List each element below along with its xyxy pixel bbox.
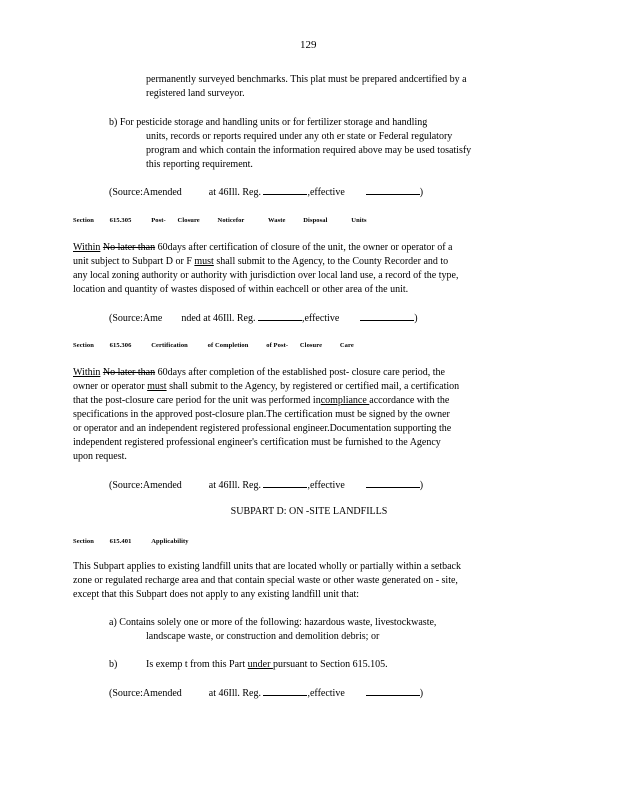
source-note: (Source:Amended at 46Ill. Reg. ,effective ) [109, 477, 423, 493]
deleted-text: No later than [102, 242, 156, 253]
paragraph-line: or operator and an independent registered professional engineer.Documentation supporting the [73, 423, 452, 434]
inserted-text: compliance [320, 395, 370, 406]
list-item-line: b) For pesticide storage and handling units or for fertilizer storage and handling [109, 117, 428, 128]
source-reg: at 46Ill. Reg. [208, 187, 261, 198]
blank-line [366, 685, 420, 696]
paragraph-line: This Subpart applies to existing landfill units that are located wholly or partially within a setback [73, 561, 461, 572]
paragraph-line: zone or regulated recharge area and that contain special waste or other waste generated on - site, [73, 575, 458, 586]
source-note: (Source:Ame nded at 46Ill. Reg. ,effective ) [109, 310, 418, 326]
blank-line [263, 477, 307, 488]
paragraph-line: that the post-closure care period for the unit was performed incompliance accordance with the [73, 395, 450, 406]
paragraph-line: unit subject to Subpart D or F must shall submit to the Agency, to the County Recorder and to [73, 256, 449, 267]
paragraph-line: Within No later than 60days after certification of closure of the unit, the owner or operator of a [73, 242, 453, 253]
list-item-line: units, records or reports required under any oth er state or Federal regulatory [146, 131, 453, 142]
inserted-text: must [194, 256, 214, 267]
section-heading-306: Section 615.306 Certification of Completion of Post- Closure Care [73, 342, 354, 349]
paragraph-line: permanently surveyed benchmarks. This plat must be prepared andcertified by a [146, 74, 467, 85]
section-heading-305: Section 615.305 Post- Closure Noticefor Waste Disposal Units [73, 217, 367, 224]
inserted-text: under [247, 659, 273, 670]
source-effective: ,effective [307, 187, 345, 198]
blank-line [366, 477, 420, 488]
inserted-text: must [147, 381, 167, 392]
deleted-text: No later than [102, 367, 156, 378]
section-heading-401: Section 615.401 Applicability [73, 538, 189, 545]
paragraph-line: upon request. [73, 451, 127, 462]
paragraph-line: owner or operator must shall submit to the Agency, by registered or certified mail, a certification [73, 381, 460, 392]
source-prefix: (Source:Amended [109, 187, 182, 198]
inserted-text: Within [73, 242, 101, 253]
paragraph-line: independent registered professional engineer's certification must be furnished to the Agency [73, 437, 441, 448]
page-number: 129 [300, 39, 317, 51]
paragraph-line: Within No later than 60days after completion of the established post- closure care period, the [73, 367, 445, 378]
list-item-label: b) [109, 659, 118, 670]
paragraph-line: any local zoning authority or authority with jurisdiction over local land use, a record of the type, [73, 270, 459, 281]
list-item-line: landscape waste, or construction and demolition debris; or [146, 631, 380, 642]
source-note: (Source:Amended at 46Ill. Reg. ,effective ) [109, 184, 423, 200]
paragraph-line: location and quantity of wastes disposed of within eachcell or other area of the unit. [73, 284, 409, 295]
blank-line [366, 184, 420, 195]
source-note: (Source:Amended at 46Ill. Reg. ,effective ) [109, 685, 423, 701]
blank-line [263, 184, 307, 195]
paragraph-line: except that this Subpart does not apply to any existing landfill unit that: [73, 589, 360, 600]
list-item-line: Is exemp t from this Part under pursuant to Section 615.105. [146, 659, 388, 670]
blank-line [258, 310, 302, 321]
blank-line [263, 685, 307, 696]
list-item-line: a) Contains solely one or more of the following: hazardous waste, livestockwaste, [109, 617, 437, 628]
paragraph-line: registered land surveyor. [146, 88, 245, 99]
list-item-line: program and which contain the information required above may be used tosatisfy [146, 145, 472, 156]
blank-line [360, 310, 414, 321]
list-item-line: this reporting requirement. [146, 159, 253, 170]
paragraph-line: specifications in the approved post-closure plan.The certification must be signed by the owner [73, 409, 450, 420]
subpart-title: SUBPART D: ON -SITE LANDFILLS [230, 506, 388, 517]
inserted-text: Within [73, 367, 101, 378]
